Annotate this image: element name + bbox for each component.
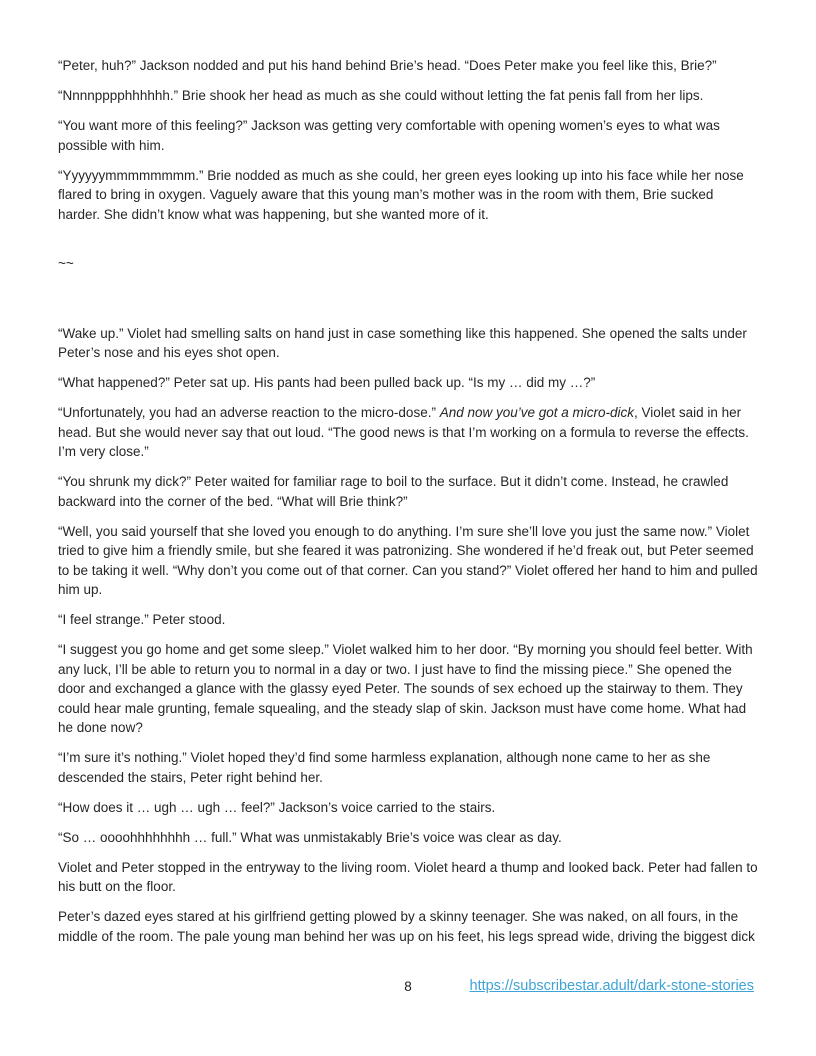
- paragraph: Violet and Peter stopped in the entryway to the living room. Violet heard a thump and looked back. Peter had fallen to his butt on the floor.: [58, 859, 758, 894]
- paragraph: “Yyyyyymmmmmmmm.” Brie nodded as much as she could, her green eyes looking up into his face while her nose flared to bring in oxygen. Vaguely aware that this young man’s mother was in the room with them, Brie sucked harder. She didn’t know what was happening, but she wanted more of it.: [58, 167, 744, 222]
- paragraph: “You shrunk my dick?” Peter waited for familiar rage to boil to the surface. But it didn’t come. Instead, he crawled backward into the corner of the bed. “What will Brie think?”: [58, 474, 729, 509]
- paragraph: “I’m sure it’s nothing.” Violet hoped they’d find some harmless explanation, although none came to her as she descended the stairs, Peter right behind her.: [58, 750, 711, 785]
- paragraph-text: , Violet said in her head. But she would never say that out loud. “The good news is that I’m working on a formula to reverse the effects. I’m very close.”: [58, 405, 749, 459]
- paragraph: “What happened?” Peter sat up. His pants had been pulled back up. “Is my … did my …?”: [58, 375, 596, 390]
- paragraph-text: “Unfortunately, you had an adverse reaction to the micro-dose.”: [58, 405, 440, 420]
- paragraph: “Nnnnpppphhhhhh.” Brie shook her head as much as she could without letting the fat penis fall from her lips.: [58, 88, 704, 103]
- paragraph: “Well, you said yourself that she loved you enough to do anything. I’m sure she’ll love you just the same now.” Violet tried to give him a friendly smile, but she feared it was patronizing. She wondered if he’d freak out, but Peter seemed to be taking it well. “Why don’t you come out of that corner. Can you stand?” Violet offered her hand to him and pulled him up.: [58, 523, 758, 597]
- subscribestar-link[interactable]: https://subscribestar.adult/dark-stone-stories: [469, 978, 754, 994]
- scene-break: ~~: [58, 256, 74, 271]
- paragraph: [58, 403, 758, 462]
- paragraph: “I suggest you go home and get some sleep.” Violet walked him to her door. “By morning you should feel better. With any luck, I’ll be able to return you to normal in a day or two. I just have to find the missing piece.” She opened the door and exchanged a glance with the glassy eyed Peter. The sounds of sex echoed up the stairway to them. They could hear male grunting, female squealing, and the steady slap of skin. Jackson must have come home. What had he done now?: [58, 642, 753, 735]
- inner-thought-italic: And now you’ve got a micro-dick: [439, 405, 635, 420]
- page-footer: [0, 978, 816, 1000]
- page-number: 8: [404, 979, 412, 994]
- paragraph: “How does it … ugh … ugh … feel?” Jackson’s voice carried to the stairs.: [58, 799, 496, 815]
- paragraph: “Wake up.” Violet had smelling salts on hand just in case something like this happened. She opened the salts under Peter’s nose and his eyes shot open.: [58, 325, 747, 360]
- paragraph: “I feel strange.” Peter stood.: [58, 612, 226, 627]
- paragraph: Peter’s dazed eyes stared at his girlfriend getting plowed by a skinny teenager. She was naked, on all fours, in the middle of the room. The pale young man behind her was up on his feet, his legs spread wide, driving the biggest dick: [58, 909, 755, 944]
- page-body: [58, 0, 758, 957]
- paragraph: “Peter, huh?” Jackson nodded and put his hand behind Brie’s head. “Does Peter make you feel like this, Brie?”: [58, 58, 717, 73]
- paragraph: “So … oooohhhhhhhh … full.” What was unmistakably Brie’s voice was clear as day.: [58, 829, 562, 845]
- paragraph: “You want more of this feeling?” Jackson was getting very comfortable with opening women’s eyes to what was possible with him.: [58, 118, 720, 153]
